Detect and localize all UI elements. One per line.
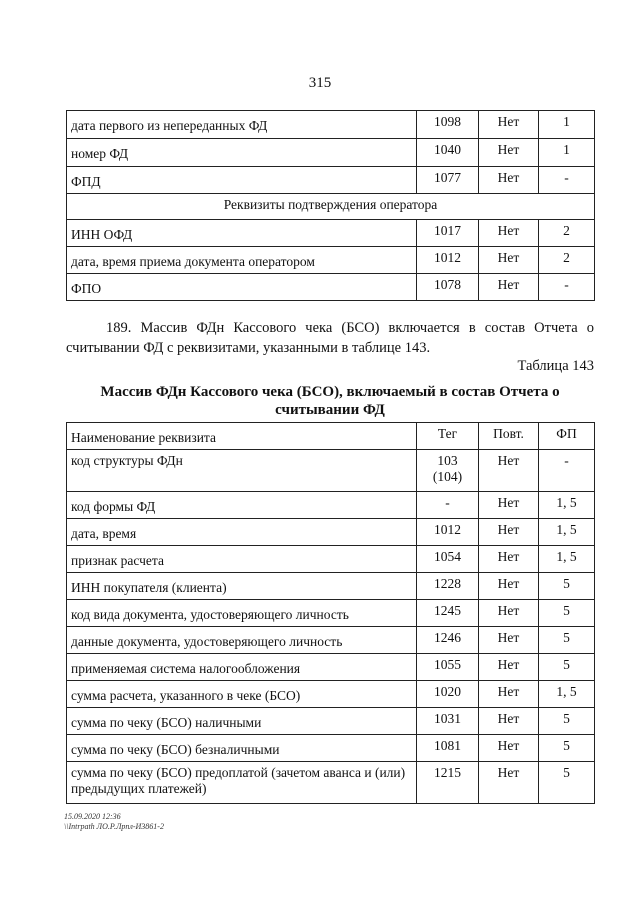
row-tag: 1078	[417, 274, 479, 301]
row-name: применяемая система налогообложения	[67, 654, 417, 681]
row-fp: 5	[539, 762, 595, 804]
row-tag: 1245	[417, 600, 479, 627]
table-row	[67, 492, 595, 519]
footer-line-1: 15.09.2020 12:36	[64, 812, 121, 821]
row-fp: 5	[539, 600, 595, 627]
table-row	[67, 600, 595, 627]
table-row	[67, 247, 595, 274]
row-tag: 1228	[417, 573, 479, 600]
row-repeat: Нет	[479, 735, 539, 762]
table-row	[67, 220, 595, 247]
row-name: данные документа, удостоверяющего личность	[67, 627, 417, 654]
row-repeat: Нет	[479, 247, 539, 274]
row-repeat: Нет	[479, 450, 539, 492]
row-repeat: Нет	[479, 762, 539, 804]
footer-line-2: \\Intrpath ЛО.Р.Лрпл-И3861-2	[64, 822, 164, 831]
table-row	[67, 111, 595, 139]
table-row	[67, 708, 595, 735]
row-repeat: Нет	[479, 546, 539, 573]
row-name: номер ФД	[67, 139, 417, 167]
section-header-row	[67, 194, 595, 220]
row-name: код формы ФД	[67, 492, 417, 519]
row-tag: 1020	[417, 681, 479, 708]
header-tag: Тег	[417, 423, 479, 450]
top-table	[66, 110, 595, 301]
row-fp: 1, 5	[539, 681, 595, 708]
row-fp: 1, 5	[539, 519, 595, 546]
header-fp: ФП	[539, 423, 595, 450]
row-repeat: Нет	[479, 519, 539, 546]
row-tag	[417, 450, 479, 492]
row-name: дата, время	[67, 519, 417, 546]
row-tag: 1017	[417, 220, 479, 247]
row-fp: 5	[539, 654, 595, 681]
row-tag: 1040	[417, 139, 479, 167]
paragraph-text: 189. Массив ФДн Кассового чека (БСО) включается в состав Отчета о считывании ФД с реквизитами, указанными в таблице 143.	[66, 320, 594, 356]
row-repeat: Нет	[479, 708, 539, 735]
row-tag: 1054	[417, 546, 479, 573]
row-name: ИНН покупателя (клиента)	[67, 573, 417, 600]
row-name: ИНН ОФД	[67, 220, 417, 247]
row-name: сумма по чеку (БСО) предоплатой (зачетом аванса и (или) предыдущих платежей)	[67, 762, 417, 804]
table-143	[66, 422, 595, 804]
row-name: ФПО	[67, 274, 417, 301]
row-tag: 1077	[417, 167, 479, 194]
table-row	[67, 519, 595, 546]
row-tag: 1215	[417, 762, 479, 804]
table-caption: Таблица 143	[517, 358, 594, 374]
row-name: сумма по чеку (БСО) безналичными	[67, 735, 417, 762]
header-name: Наименование реквизита	[67, 423, 417, 450]
row-name: признак расчета	[67, 546, 417, 573]
row-name: сумма расчета, указанного в чеке (БСО)	[67, 681, 417, 708]
row-tag: 1031	[417, 708, 479, 735]
row-tag: 1012	[417, 247, 479, 274]
row-tag: 1081	[417, 735, 479, 762]
row-repeat: Нет	[479, 274, 539, 301]
paragraph-189	[66, 318, 594, 358]
row-tag-line2: (104)	[432, 469, 463, 484]
table-title: Массив ФДн Кассового чека (БСО), включаемый в состав Отчета о считывании ФД	[100, 384, 560, 418]
row-tag: 1098	[417, 111, 479, 139]
row-name: дата, время приема документа оператором	[67, 247, 417, 274]
row-tag: -	[417, 492, 479, 519]
row-repeat: Нет	[479, 220, 539, 247]
row-repeat: Нет	[479, 654, 539, 681]
row-fp: 1, 5	[539, 546, 595, 573]
section-header: Реквизиты подтверждения оператора	[67, 194, 595, 220]
table-row	[67, 573, 595, 600]
row-fp: -	[539, 450, 595, 492]
row-name: код вида документа, удостоверяющего личность	[67, 600, 417, 627]
table-row	[67, 735, 595, 762]
row-fp: 1, 5	[539, 492, 595, 519]
row-repeat: Нет	[479, 492, 539, 519]
row-fp: -	[539, 167, 595, 194]
row-fp: 5	[539, 735, 595, 762]
header-row	[67, 423, 595, 450]
table-row	[67, 274, 595, 301]
table-row	[67, 139, 595, 167]
table-row	[67, 627, 595, 654]
row-repeat: Нет	[479, 681, 539, 708]
footer-stamp	[64, 812, 164, 832]
row-fp: 5	[539, 627, 595, 654]
row-fp: 2	[539, 247, 595, 274]
table-row	[67, 546, 595, 573]
row-name: ФПД	[67, 167, 417, 194]
table-row	[67, 450, 595, 492]
row-tag: 1012	[417, 519, 479, 546]
table-row	[67, 762, 595, 804]
row-fp: -	[539, 274, 595, 301]
row-name: сумма по чеку (БСО) наличными	[67, 708, 417, 735]
row-name: дата первого из непереданных ФД	[67, 111, 417, 139]
header-repeat: Повт.	[479, 423, 539, 450]
row-repeat: Нет	[479, 573, 539, 600]
row-tag-line1: 103	[437, 453, 458, 468]
row-fp: 2	[539, 220, 595, 247]
page-number: 315	[308, 75, 332, 91]
table-row	[67, 167, 595, 194]
row-name: код структуры ФДн	[67, 450, 417, 492]
row-fp: 1	[539, 139, 595, 167]
table-row	[67, 681, 595, 708]
row-tag: 1246	[417, 627, 479, 654]
row-fp: 5	[539, 708, 595, 735]
row-fp: 5	[539, 573, 595, 600]
row-repeat: Нет	[479, 111, 539, 139]
row-tag: 1055	[417, 654, 479, 681]
table-row	[67, 654, 595, 681]
row-fp: 1	[539, 111, 595, 139]
row-repeat: Нет	[479, 139, 539, 167]
row-repeat: Нет	[479, 600, 539, 627]
row-repeat: Нет	[479, 627, 539, 654]
row-repeat: Нет	[479, 167, 539, 194]
